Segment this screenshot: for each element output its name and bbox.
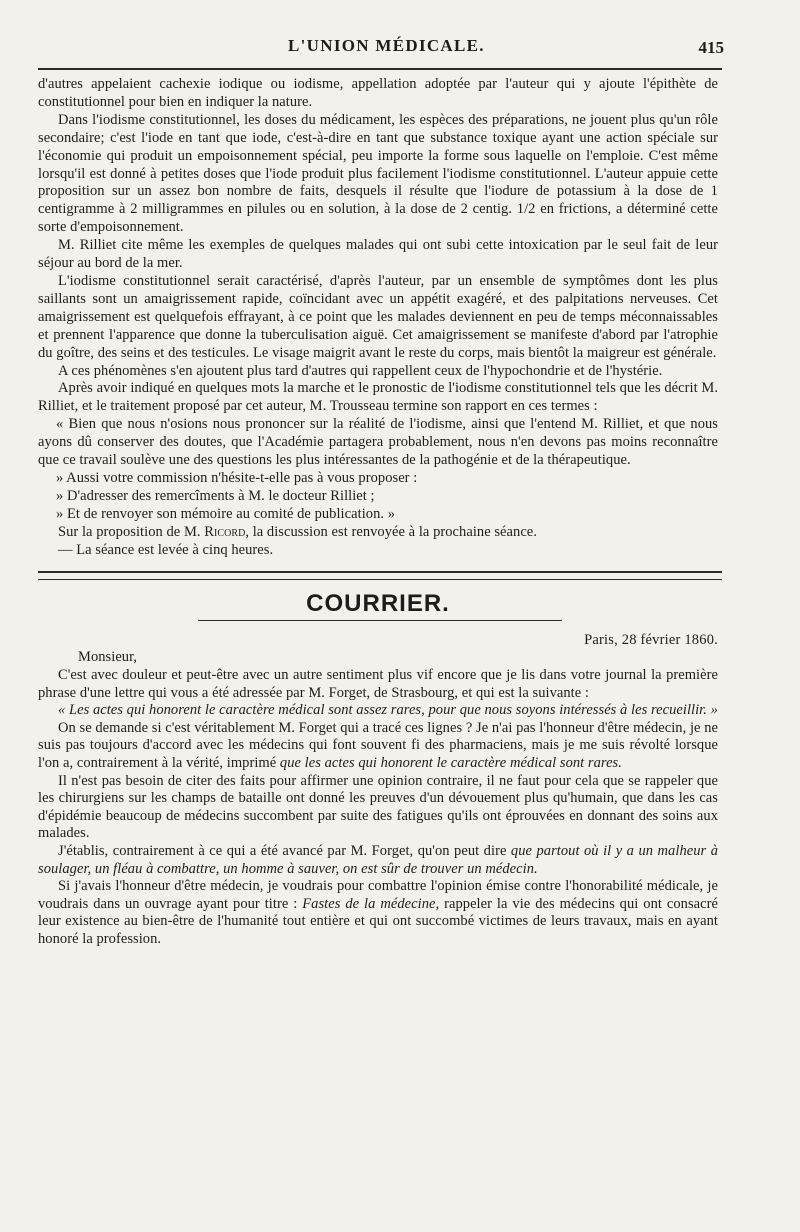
letter-dateline: Paris, 28 février 1860. — [584, 632, 718, 649]
paragraph-2: Dans l'iodisme constitutionnel, les doses du médicament, les espèces des préparations, ne jouent plus qu'un rôle secondaire; c'est l'iode en tant que iode, c'est-à-dire en tant que substance toxique ayant une action spéciale sur l'économie qui produit un empoisonnement spécial, peu importe la forme sous laquelle on l'emploie. C'est même lorsqu'il est donné à petites doses que l'iode produit plus facilement l'iodisme constitutionnel. L'auteur appuie cette proposition sur un assez bon nombre de faits, desquels il résulte que l'iodure de potassium à la dose de 1 centigramme à 2 milligrammes en pilules ou en solution, à la dose de 2 centig. 1/2 en frictions, a déterminé cette sorte d'empoisonnement. — [38, 111, 718, 236]
letter-paragraph-5-suffix: rappeler la vie des médecins qui ont consacré leur existence au bien-être de l'humanité tout entière et qui ont succombé victimes de leurs travaux, mais en ayant honoré la profession. — [38, 895, 718, 947]
paragraph-4: L'iodisme constitutionnel serait caractérisé, d'après l'auteur, par un ensemble de symptômes dont les plus saillants sont un amaigrissement rapide, coïncidant avec un appétit exagéré, et des palpitations nerveuses. Cet amaigrissement est quelquefois effrayant, à ce point que les malades deviennent en peu de temps méconnaissables et prennent l'apparence que donne la tuberculisation aiguë. Cet amaigrissement se manifeste d'abord par l'atrophie du goître, des seins et des testicules. Le visage maigrit avant le reste du corps, mais bientôt la maigreur est générale. — [38, 272, 718, 361]
paragraph-1: d'autres appelaient cachexie iodique ou iodisme, appellation adoptée par l'auteur qui y ajoute l'épithète de constitutionnel pour bien en indiquer la nature. — [38, 76, 718, 110]
section-title-underline — [198, 620, 562, 621]
letter-paragraph-4-italic: que partout où il y a un malheur à soulager, un fléau à combattre, un homme à sauver, on est sûr de trouver un médecin. — [38, 843, 718, 877]
page-number: 415 — [698, 38, 724, 57]
quote-paragraph-1: « Bien que nous n'osions nous prononcer sur la réalité de l'iodisme, ainsi que l'entend M. Rilliet, et que nous ayons dû conserver des doutes, que l'Académie partagera probablement, nous n'en devons pas moins reconnaître que ce travail soulève une des questions les plus intéressantes de la pathogénie et de la thérapeutique. — [38, 416, 718, 469]
section-divider — [38, 571, 722, 580]
letter-salutation: Monsieur, — [78, 649, 138, 666]
quote-line-4: » Et de renvoyer son mémoire au comité de publication. » — [56, 505, 396, 522]
letter-paragraph-4 — [38, 843, 718, 878]
proposal-name: Ricord — [204, 523, 246, 540]
letter-text — [38, 649, 718, 948]
paragraph-5: A ces phénomènes s'en ajoutent plus tard d'autres qui rappellent ceux de l'hypochondrie et de l'hystérie. — [58, 362, 663, 379]
header-rule — [38, 68, 722, 70]
paragraph-6: Après avoir indiqué en quelques mots la marche et le pronostic de l'iodisme constitutionnel tels que les décrit M. Rilliet, et le traitement proposé par cet auteur, M. Trousseau termine son rapport en ces termes : — [38, 380, 718, 415]
running-title: L'UNION MÉDICALE. — [288, 36, 485, 55]
letter-paragraph-5-text: Si j'avais l'honneur d'être médecin, je voudrais pour combattre l'opinion émise contre l'honorabilité médicale, je voudrais dans un ouvrage ayant pour titre : — [38, 878, 718, 912]
letter-paragraph-1: C'est avec douleur et peut-être avec un autre sentiment plus vif encore que je lis dans votre journal la première phrase d'une lettre qui vous a été adressée par M. Forget, de Strasbourg, et qui est la suivante : — [38, 667, 718, 701]
letter-paragraph-2 — [38, 720, 718, 773]
quote-line-3: » D'adresser des remercîments à M. le docteur Rilliet ; — [56, 487, 375, 504]
proposal-prefix: Sur la proposition de M. — [58, 523, 205, 540]
proposal-paragraph — [38, 524, 718, 542]
letter-paragraph-4-text: J'établis, contrairement à ce qui a été avancé par M. Forget, qu'on peut dire — [58, 843, 511, 859]
letter-paragraph-5 — [38, 878, 718, 948]
quote-line-2: » Aussi votre commission n'hésite-t-elle pas à vous proposer : — [56, 469, 418, 486]
letter-paragraph-2-italic: que les actes qui honorent le caractère médical sont rares. — [279, 755, 622, 772]
letter-paragraph-5-title: Fastes de la médecine, — [302, 895, 440, 912]
section-title: COURRIER. — [306, 590, 450, 618]
page-header — [38, 28, 724, 68]
letter-paragraph-2-text: On se demande si c'est véritablement M. Forget qui a tracé ces lignes ? Je n'ai pas l'honneur d'être médecin, je ne suis pas toujours d'accord avec les médecins qui font souvent fi des pharmaciens, mais je me suis révolté lorsque l'on a, contrairement à la vérité, imprimé — [38, 719, 718, 772]
paragraph-3: M. Rilliet cite même les exemples de quelques malades qui ont subi cette intoxication par le seul fait de leur séjour au bord de la mer. — [38, 237, 718, 272]
letter-quoted-sentence: « Les actes qui honorent le caractère médical sont assez rares, pour que nous soyons intéressés à les recueillir. » — [58, 702, 718, 719]
letter-paragraph-3: Il n'est pas besoin de citer des faits pour affirmer une opinion contraire, il ne faut pour cela que se rappeler que les chirurgiens sur les champs de bataille ont donné les preuves d'un dévouement plus qu'humain, que dans les cas d'épidémie beaucoup de médecins succombent par suite des fatigues qu'ils ont éprouvées en donnant des soins aux malades. — [38, 772, 718, 842]
session-closing: — La séance est levée à cinq heures. — [58, 541, 274, 558]
proposal-suffix: , la discussion est renvoyée à la prochaine séance. — [245, 523, 537, 540]
document-page — [38, 28, 724, 949]
article-text — [38, 76, 718, 559]
